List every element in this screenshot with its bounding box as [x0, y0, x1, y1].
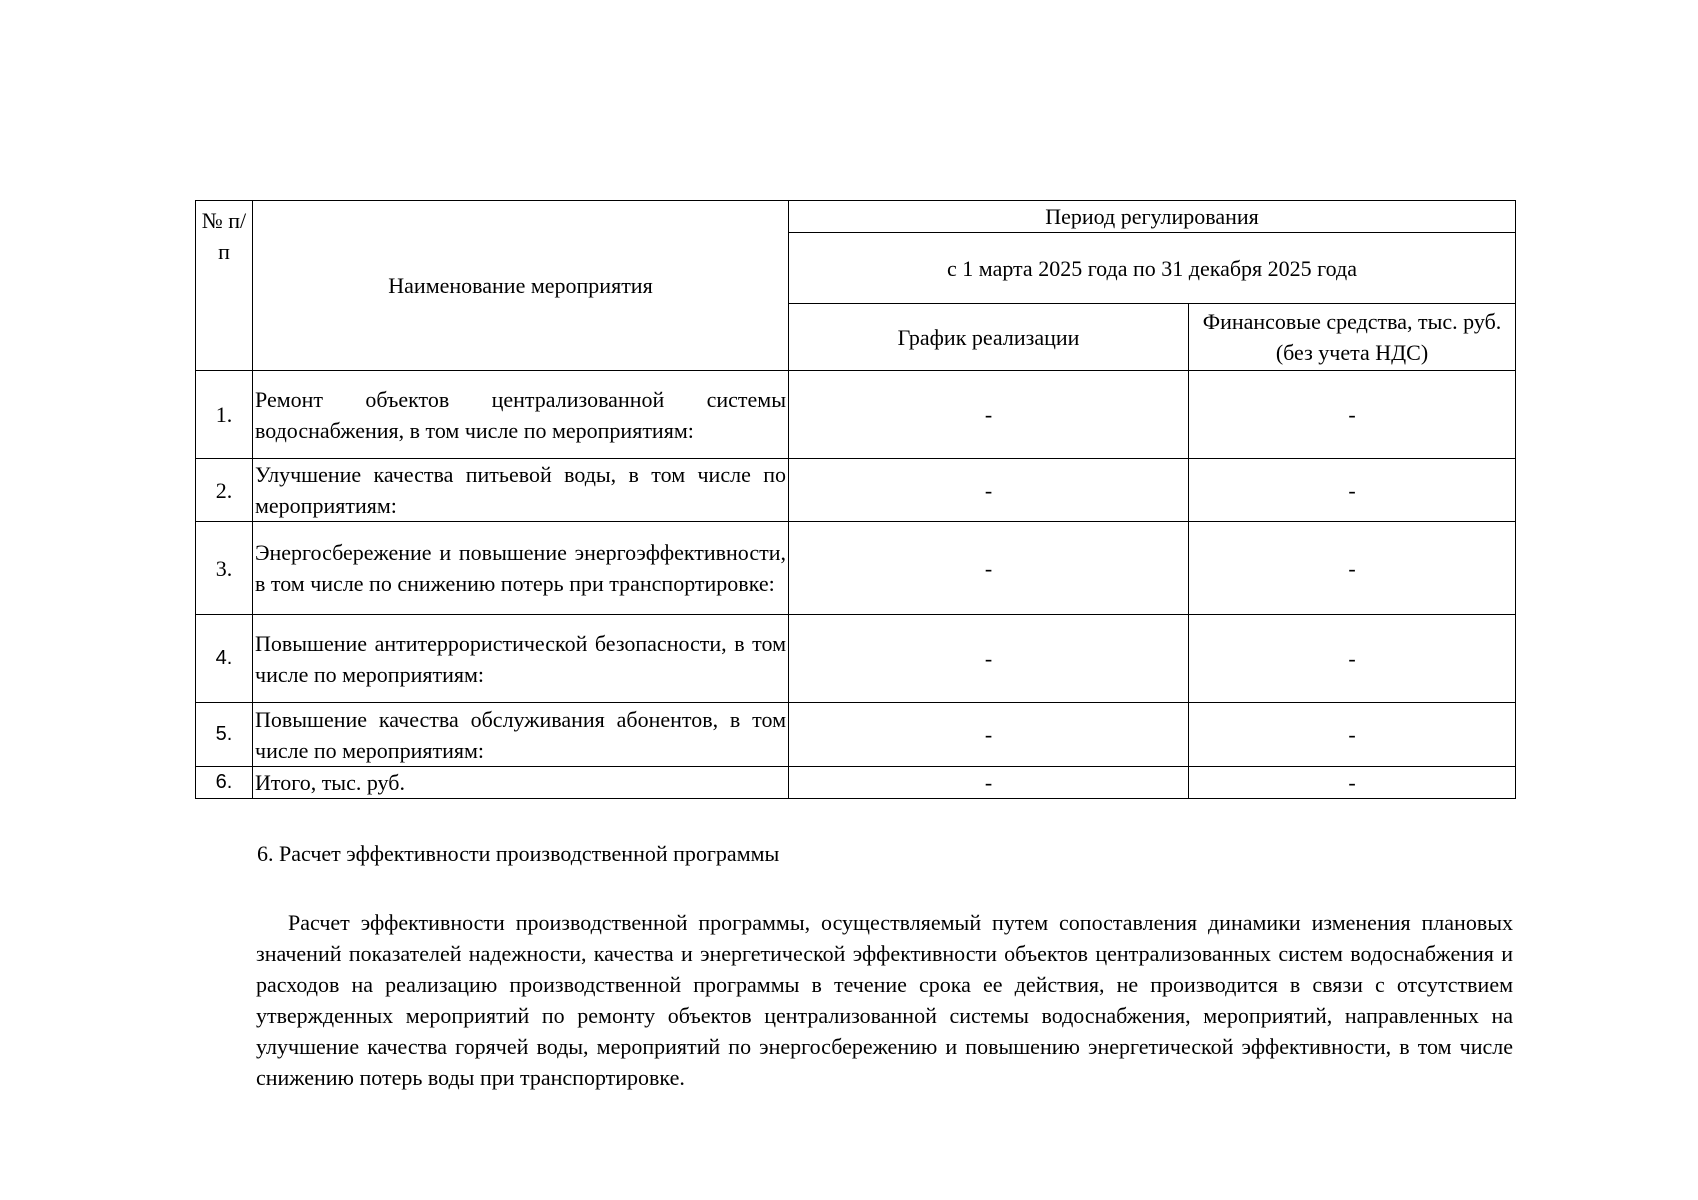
section-body-paragraph: Расчет эффективности производственной программы, осуществляемый путем сопоставления динамики изменения плановых значений показателей надежности, качества и энергетической эффективности объектов централизованных систем водоснабжения и расходов на реализацию производственной программы в течение срока ее действия, не производится в связи с отсутствием утвержденных мероприятий по ремонту объектов централизованной системы водоснабжения, мероприятий, направленных на улучшение качества горячей воды, мероприятий по энергосбережению и повышению энергетической эффективности, в том числе снижению потерь воды при транспортировке. — [256, 910, 1513, 1090]
row-schedule: - — [789, 459, 1189, 522]
row-schedule: - — [789, 615, 1189, 703]
row-finance: - — [1189, 371, 1516, 459]
row-number: 4. — [196, 615, 253, 703]
row-finance: - — [1189, 615, 1516, 703]
header-row-1 — [196, 201, 1516, 233]
header-finance: Финансовые средства, тыс. руб. (без учета НДС) — [1189, 304, 1516, 371]
row-number: 1. — [196, 371, 253, 459]
header-dates: с 1 марта 2025 года по 31 декабря 2025 года — [789, 233, 1516, 304]
row-name: Повышение антитеррористической безопасности, в том числе по мероприятиям: — [253, 615, 789, 703]
row-name: Ремонт объектов централизованной системы водоснабжения, в том числе по мероприятиям: — [253, 371, 789, 459]
row-number: 2. — [196, 459, 253, 522]
row-finance: - — [1189, 767, 1516, 799]
header-name: Наименование мероприятия — [253, 201, 789, 371]
row-number: 6. — [196, 767, 253, 799]
table-row — [196, 703, 1516, 767]
row-schedule: - — [789, 522, 1189, 615]
production-program-table — [195, 200, 1516, 799]
table-row — [196, 615, 1516, 703]
row-number: 5. — [196, 703, 253, 767]
row-number: 3. — [196, 522, 253, 615]
header-period: Период регулирования — [789, 201, 1516, 233]
row-name: Энергосбережение и повышение энергоэффективности, в том числе по снижению потерь при транспортировке: — [253, 522, 789, 615]
table-row — [196, 459, 1516, 522]
header-num: № п/п — [196, 201, 253, 371]
row-schedule: - — [789, 703, 1189, 767]
row-finance: - — [1189, 522, 1516, 615]
table-row — [196, 522, 1516, 615]
table-row-total — [196, 767, 1516, 799]
header-schedule: График реализации — [789, 304, 1189, 371]
row-finance: - — [1189, 703, 1516, 767]
row-name: Итого, тыс. руб. — [253, 767, 789, 799]
row-name: Улучшение качества питьевой воды, в том числе по мероприятиям: — [253, 459, 789, 522]
section-heading: 6. Расчет эффективности производственной программы — [257, 841, 780, 866]
row-name: Повышение качества обслуживания абонентов, в том числе по мероприятиям: — [253, 703, 789, 767]
row-schedule: - — [789, 767, 1189, 799]
table-row — [196, 371, 1516, 459]
row-schedule: - — [789, 371, 1189, 459]
row-finance: - — [1189, 459, 1516, 522]
